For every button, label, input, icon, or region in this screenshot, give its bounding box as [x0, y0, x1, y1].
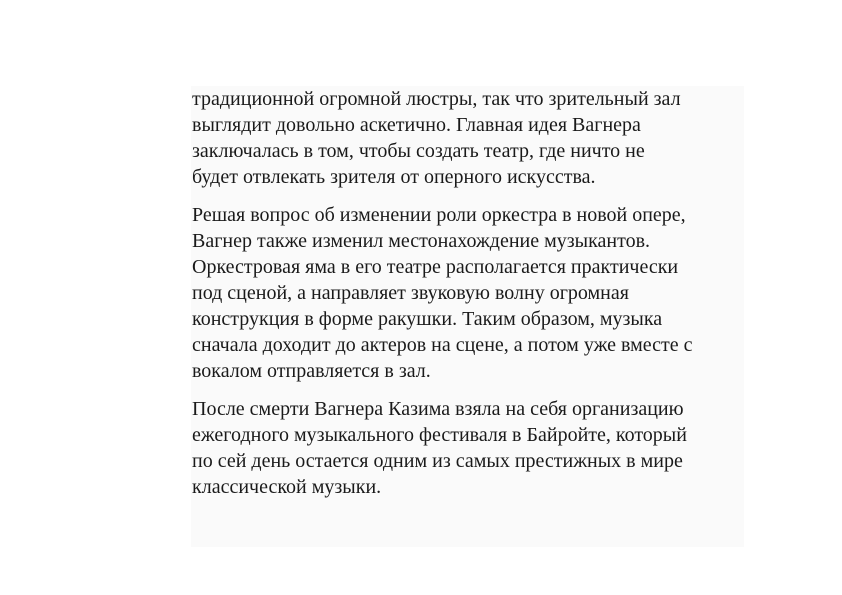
text-block	[191, 86, 744, 547]
text-line: Вагнер также изменил местонахождение музыкантов.	[192, 230, 651, 252]
text-line: выглядит довольно аскетично. Главная идея Вагнера	[192, 114, 641, 136]
paragraph-3	[192, 396, 744, 500]
text-line: традиционной огромной люстры, так что зрительный зал	[192, 88, 681, 110]
text-line: После смерти Вагнера Казима взяла на себя организацию	[192, 398, 684, 420]
text-line: сначала доходит до актеров на сцене, а потом уже вместе с	[192, 334, 693, 356]
text-line: Оркестровая яма в его театре располагается практически	[192, 256, 679, 278]
text-line: будет отвлекать зрителя от оперного искусства.	[192, 166, 596, 188]
text-line: по сей день остается одним из самых престижных в мире	[192, 450, 683, 472]
text-line: вокалом отправляется в зал.	[192, 360, 431, 382]
text-line: классической музыки.	[192, 476, 382, 498]
text-line: Решая вопрос об изменении роли оркестра в новой опере,	[192, 204, 686, 226]
text-line: ежегодного музыкального фестиваля в Байройте, который	[192, 424, 687, 446]
paragraph-2	[192, 202, 744, 384]
text-line: заключалась в том, чтобы создать театр, где ничто не	[192, 140, 645, 162]
text-line: под сценой, а направляет звуковую волну огромная	[192, 282, 629, 304]
paragraph-1	[192, 86, 744, 190]
text-line: конструкция в форме ракушки. Таким образом, музыка	[192, 308, 663, 330]
